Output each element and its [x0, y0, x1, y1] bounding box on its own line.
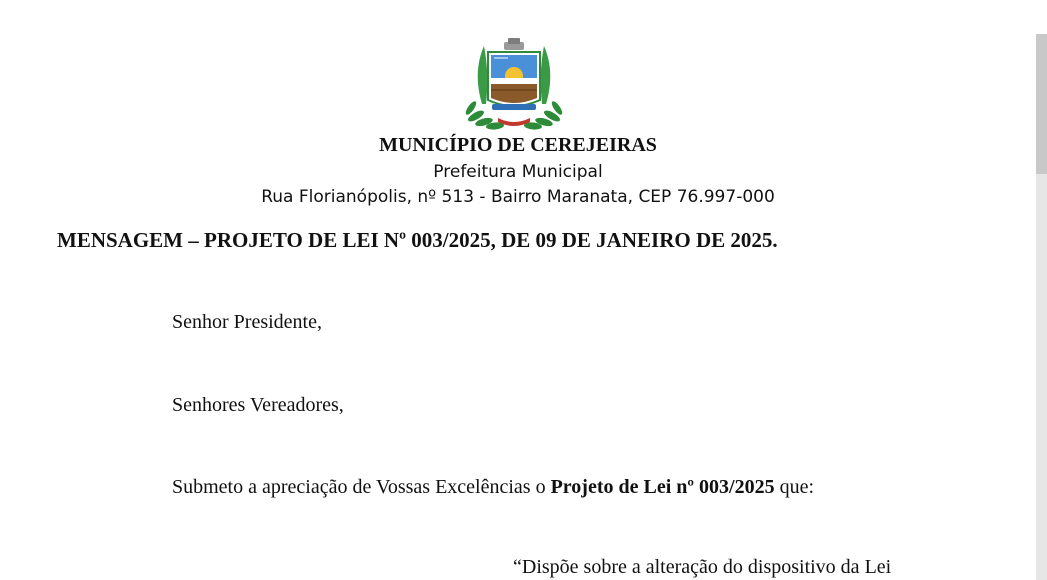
submission-paragraph — [172, 476, 814, 499]
coat-of-arms-icon — [458, 34, 570, 134]
salutation-councillors: Senhores Vereadores, — [172, 394, 344, 416]
bill-reference: Projeto de Lei nº 003/2025 — [550, 476, 775, 498]
municipality-name: MUNICÍPIO DE CEREJEIRAS — [379, 134, 657, 156]
salutation-president: Senhor Presidente, — [172, 311, 322, 333]
address-line: Rua Florianópolis, nº 513 - Bairro Maranata, CEP 76.997-000 — [261, 187, 775, 207]
message-title: MENSAGEM – PROJETO DE LEI Nº 003/2025, DE 09 DE JANEIRO DE 2025. — [57, 228, 778, 252]
submission-text-prefix: Submeto a apreciação de Vossas Excelências o — [172, 476, 551, 498]
bill-summary-quote: “Dispõe sobre a alteração do dispositivo da Lei — [513, 556, 892, 578]
scrollbar-thumb[interactable] — [1036, 34, 1047, 174]
department-name: Prefeitura Municipal — [433, 162, 603, 182]
submission-text-suffix: que: — [774, 476, 814, 498]
vertical-scrollbar[interactable] — [1036, 34, 1047, 580]
